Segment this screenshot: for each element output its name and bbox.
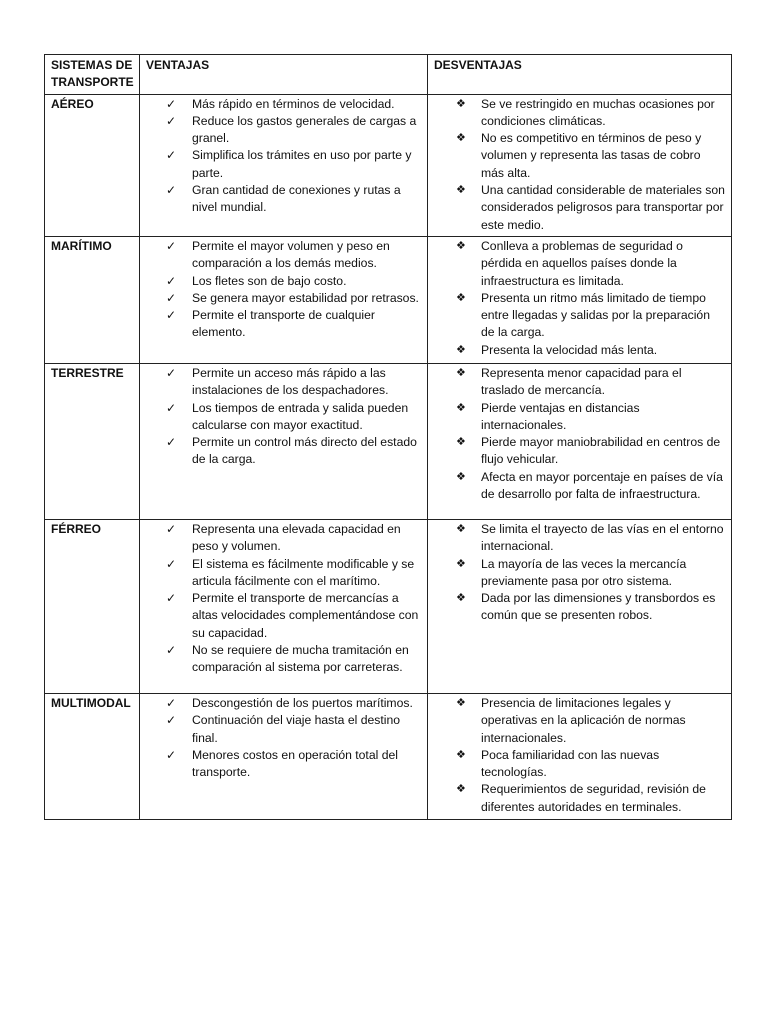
disadvantages-cell [428, 363, 732, 519]
header-disadvantages: DESVENTAJAS [428, 55, 732, 95]
list-item-text: Los fletes son de bajo costo. [192, 273, 347, 288]
disadvantages-cell [428, 693, 732, 819]
list-item-text: Pierde ventajas en distancias internacionales. [481, 400, 640, 432]
list-item-text: Presenta la velocidad más lenta. [481, 342, 658, 357]
list-item [146, 238, 421, 273]
diamond-bullet-icon: ❖ [456, 366, 466, 379]
advantages-list [146, 695, 421, 781]
table-body [45, 94, 732, 819]
list-item [146, 712, 421, 747]
checkmark-icon: ✓ [166, 113, 177, 128]
diamond-bullet-icon: ❖ [456, 239, 466, 252]
advantages-cell [140, 693, 428, 819]
checkmark-icon: ✓ [166, 183, 177, 198]
diamond-bullet-icon: ❖ [456, 470, 466, 483]
advantages-list [146, 238, 421, 342]
list-item-text: Una cantidad considerable de materiales son considerados peligrosos para transportar por este medio. [481, 183, 725, 232]
checkmark-icon: ✓ [166, 521, 177, 536]
list-item-text: El sistema es fácilmente modificable y se articula fácilmente con el marítimo. [192, 556, 415, 588]
list-item [146, 590, 421, 642]
list-item [146, 147, 421, 182]
disadvantages-cell [428, 236, 732, 363]
list-item-text: Representa menor capacidad para el traslado de mercancía. [481, 365, 682, 398]
list-item [146, 556, 421, 591]
system-name: TERRESTRE [45, 363, 140, 519]
header-row [45, 55, 732, 95]
checkmark-icon: ✓ [166, 290, 177, 305]
header-system: SISTEMAS DE TRANSPORTE [45, 55, 140, 95]
diamond-bullet-icon: ❖ [456, 97, 466, 110]
list-item [434, 747, 725, 782]
list-item-text: Afecta en mayor porcentaje en países de vía de desarrollo por falta de infraestructura. [481, 469, 723, 502]
list-item [434, 238, 725, 290]
advantages-cell [140, 519, 428, 693]
table-row [45, 519, 732, 693]
list-item [434, 130, 725, 182]
advantages-cell [140, 94, 428, 236]
diamond-bullet-icon: ❖ [456, 783, 466, 796]
list-item [434, 182, 725, 234]
list-item-text: Pierde mayor maniobrabilidad en centros de flujo vehicular. [481, 435, 721, 467]
list-item-text: Permite el mayor volumen y peso en comparación a los demás medios. [192, 238, 390, 271]
disadvantages-list [434, 238, 725, 359]
advantages-cell [140, 363, 428, 519]
list-item-text: Permite un acceso más rápido a las instalaciones de los despachadores. [192, 365, 389, 398]
list-item [434, 342, 725, 359]
system-name: MARÍTIMO [45, 236, 140, 363]
list-item-text: Poca familiaridad con las nuevas tecnologías. [481, 747, 660, 780]
list-item-text: Continuación del viaje hasta el destino final. [192, 713, 401, 745]
list-item-text: Dada por las dimensiones y transbordos es común que se presenten robos. [481, 591, 716, 623]
disadvantages-cell [428, 94, 732, 236]
list-item-text: Se ve restringido en muchas ocasiones por condiciones climáticas. [481, 96, 715, 128]
disadvantages-list [434, 365, 725, 503]
diamond-bullet-icon: ❖ [456, 184, 466, 197]
checkmark-icon: ✓ [166, 365, 177, 380]
list-item [146, 642, 421, 677]
diamond-bullet-icon: ❖ [456, 696, 466, 709]
disadvantages-list [434, 521, 725, 625]
diamond-bullet-icon: ❖ [456, 522, 466, 535]
list-item [434, 434, 725, 469]
advantages-list [146, 365, 421, 469]
diamond-bullet-icon: ❖ [456, 557, 466, 570]
list-item [146, 307, 421, 342]
advantages-cell [140, 236, 428, 363]
checkmark-icon: ✓ [166, 643, 177, 658]
checkmark-icon: ✓ [166, 400, 177, 415]
list-item [434, 96, 725, 131]
list-item-text: Permite el transporte de cualquier elemento. [192, 308, 375, 340]
list-item-text: Se limita el trayecto de las vías en el entorno internacional. [481, 521, 724, 554]
list-item-text: Más rápido en términos de velocidad. [192, 96, 395, 111]
disadvantages-cell [428, 519, 732, 693]
checkmark-icon: ✓ [166, 238, 177, 253]
diamond-bullet-icon: ❖ [456, 436, 466, 449]
list-item [146, 400, 421, 435]
table-row [45, 94, 732, 236]
list-item-text: Permite un control más directo del estado de la carga. [192, 435, 417, 467]
list-item [146, 273, 421, 290]
checkmark-icon: ✓ [166, 273, 177, 288]
list-item [146, 434, 421, 469]
list-item-text: Los tiempos de entrada y salida pueden calcularse con mayor exactitud. [192, 400, 409, 432]
system-name: AÉREO [45, 94, 140, 236]
list-item-text: Conlleva a problemas de seguridad o pérdida en aquellos países donde la infraestructura es limitada. [481, 238, 683, 288]
table-row [45, 236, 732, 363]
checkmark-icon: ✓ [166, 713, 177, 728]
checkmark-icon: ✓ [166, 591, 177, 606]
diamond-bullet-icon: ❖ [456, 132, 466, 145]
advantages-list [146, 96, 421, 217]
list-item [434, 695, 725, 747]
diamond-bullet-icon: ❖ [456, 401, 466, 414]
diamond-bullet-icon: ❖ [456, 291, 466, 304]
diamond-bullet-icon: ❖ [456, 592, 466, 605]
checkmark-icon: ✓ [166, 435, 177, 450]
diamond-bullet-icon: ❖ [456, 748, 466, 761]
checkmark-icon: ✓ [166, 556, 177, 571]
disadvantages-list [434, 96, 725, 234]
list-item-text: Presenta un ritmo más limitado de tiempo entre llegadas y salidas por la preparación de la carga. [481, 290, 710, 340]
list-item [146, 113, 421, 148]
list-item-text: Simplifica los trámites en uso por parte y parte. [192, 148, 412, 180]
system-name: FÉRREO [45, 519, 140, 693]
list-item [146, 96, 421, 113]
system-name: MULTIMODAL [45, 693, 140, 819]
list-item [146, 290, 421, 307]
list-item-text: Permite el transporte de mercancías a altas velocidades complementándose con su capacidad. [192, 591, 419, 640]
list-item [434, 365, 725, 400]
list-item-text: La mayoría de las veces la mercancía previamente pasa por otro sistema. [481, 556, 687, 588]
list-item-text: No es competitivo en términos de peso y volumen y representa las tasas de cobro más alta. [481, 131, 702, 180]
table-row [45, 693, 732, 819]
list-item [146, 365, 421, 400]
checkmark-icon: ✓ [166, 96, 177, 111]
advantages-list [146, 521, 421, 677]
list-item [146, 747, 421, 782]
list-item-text: No se requiere de mucha tramitación en comparación al sistema por carreteras. [192, 643, 409, 675]
list-item [434, 469, 725, 504]
checkmark-icon: ✓ [166, 308, 177, 323]
list-item [434, 521, 725, 556]
checkmark-icon: ✓ [166, 148, 177, 163]
disadvantages-list [434, 695, 725, 816]
transport-comparison-table [44, 54, 732, 820]
list-item-text: Menores costos en operación total del transporte. [192, 747, 398, 780]
list-item-text: Gran cantidad de conexiones y rutas a nivel mundial. [192, 183, 401, 215]
list-item [434, 556, 725, 591]
table-row [45, 363, 732, 519]
list-item [434, 290, 725, 342]
list-item [434, 781, 725, 816]
list-item [434, 400, 725, 435]
list-item [146, 182, 421, 217]
list-item-text: Se genera mayor estabilidad por retrasos. [192, 290, 419, 305]
list-item [146, 695, 421, 712]
list-item [434, 590, 725, 625]
checkmark-icon: ✓ [166, 747, 177, 762]
list-item-text: Representa una elevada capacidad en peso y volumen. [192, 521, 401, 554]
list-item-text: Descongestión de los puertos marítimos. [192, 695, 413, 710]
list-item [146, 521, 421, 556]
diamond-bullet-icon: ❖ [456, 343, 466, 356]
checkmark-icon: ✓ [166, 695, 177, 710]
list-item-text: Presencia de limitaciones legales y operativas en la aplicación de normas internacionales. [481, 695, 686, 745]
header-advantages: VENTAJAS [140, 55, 428, 95]
list-item-text: Requerimientos de seguridad, revisión de diferentes autoridades en terminales. [481, 782, 706, 814]
list-item-text: Reduce los gastos generales de cargas a granel. [192, 113, 417, 146]
